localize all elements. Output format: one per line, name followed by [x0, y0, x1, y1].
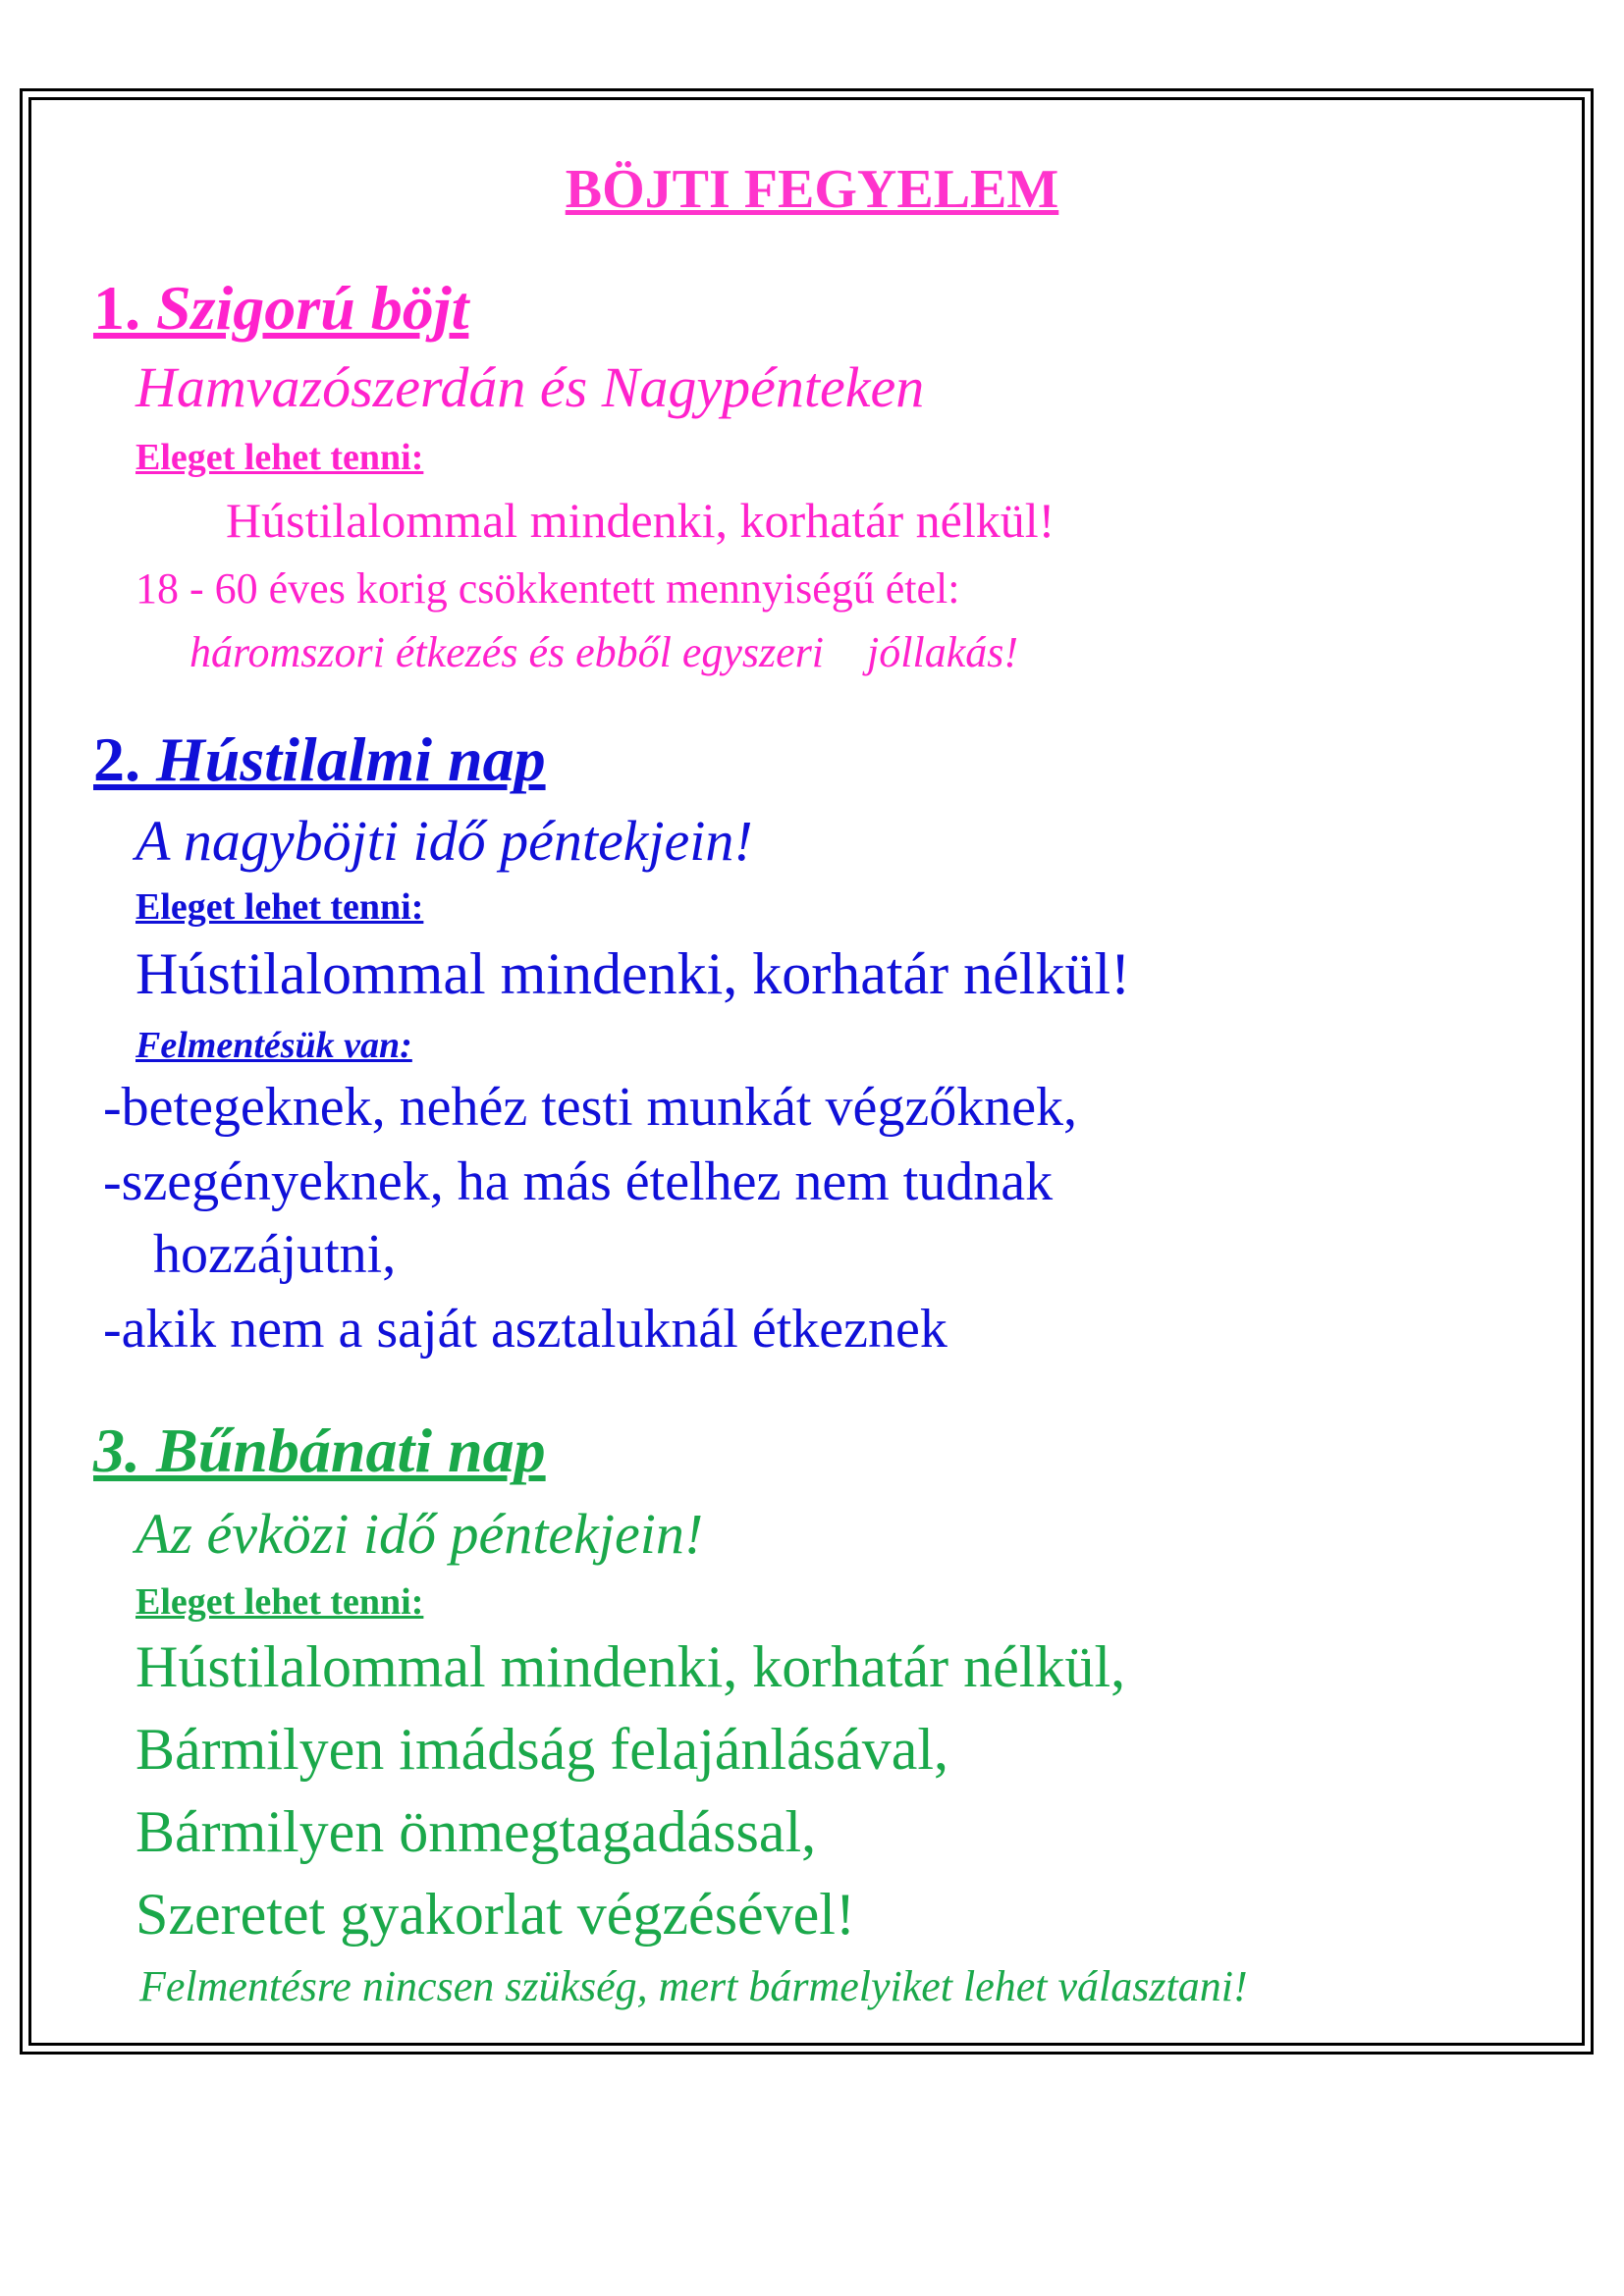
section-3-line: Bármilyen önmegtagadással,: [135, 1799, 817, 1864]
section-1-line-2: 18 - 60 éves korig csökkentett mennyiségű étel:: [135, 564, 960, 613]
section-2-label: Eleget lehet tenni:: [135, 886, 424, 928]
exemption-item: -akik nem a saját asztaluknál étkeznek: [103, 1299, 947, 1360]
exemption-item: -szegényeknek, ha más ételhez nem tudnak: [103, 1151, 1054, 1212]
section-3-subtitle: Az évközi idő péntekjein!: [135, 1502, 704, 1566]
section-3-line: Hústilalommal mindenki, korhatár nélkül,: [135, 1634, 1126, 1699]
section-3-number: 3.: [93, 1415, 140, 1485]
section-1-heading: [93, 273, 469, 343]
page-title: BÖJTI FEGYELEM: [565, 159, 1059, 220]
section-3-label: Eleget lehet tenni:: [135, 1581, 424, 1623]
section-2-exemption-label: Felmentésük van:: [135, 1025, 412, 1066]
section-3-line: Bármilyen imádság felajánlásával,: [135, 1717, 949, 1782]
section-1-line-3: háromszori étkezés és ebből egyszeri jóllakás!: [189, 628, 1019, 676]
section-2-title: Hústilalmi nap: [156, 724, 546, 794]
section-3-title: Bűnbánati nap: [156, 1415, 546, 1485]
section-3-note: Felmentésre nincsen szükség, mert bármelyiket lehet választani!: [139, 1962, 1248, 2010]
section-1-title: Szigorú böjt: [156, 273, 469, 343]
section-3-line: Szeretet gyakorlat végzésével!: [135, 1882, 855, 1947]
section-2-number: 2.: [93, 724, 140, 794]
section-2-line-1: Hústilalommal mindenki, korhatár nélkül!: [135, 941, 1131, 1006]
section-1-subtitle: Hamvazószerdán és Nagypénteken: [135, 355, 925, 419]
section-1-label: Eleget lehet tenni:: [135, 437, 424, 478]
exemption-item: hozzájutni,: [153, 1224, 397, 1285]
section-2-heading: [93, 724, 546, 794]
exemption-item: -betegeknek, nehéz testi munkát végzőknek,: [103, 1077, 1078, 1138]
section-2-subtitle: A nagyböjti idő péntekjein!: [135, 809, 753, 873]
section-1-line-1: Hústilalommal mindenki, korhatár nélkül!: [226, 493, 1056, 548]
section-1-number: 1.: [93, 273, 140, 343]
section-3-heading: [93, 1415, 546, 1485]
